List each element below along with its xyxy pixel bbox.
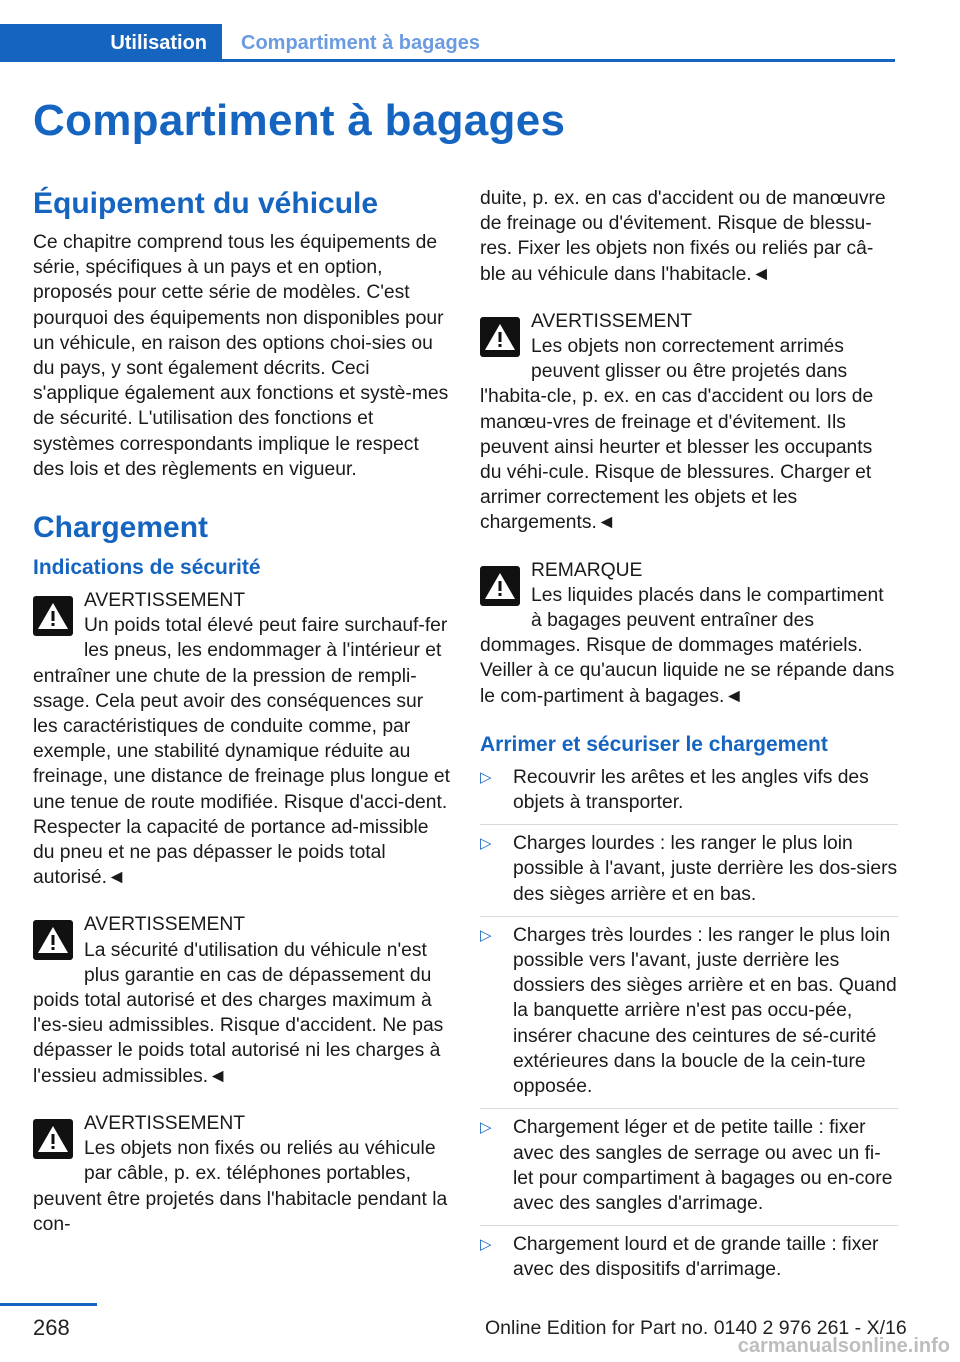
bullet-triangle-icon: ▷ — [480, 1119, 492, 1137]
tab-compartiment[interactable]: Compartiment à bagages — [241, 31, 480, 54]
note-text: Les liquides placés dans le compartiment à bagages peuvent entraîner des dommages. Risque de dommages matériels. Veiller à ce qu'aucun liquide ne se répande dans le com-partiment à bagages.◄ — [480, 584, 895, 707]
header-bar — [0, 24, 895, 62]
warning-block — [33, 912, 451, 1088]
warning-text: Les objets non correctement arrimés peuvent glisser ou être projetés dans l'habita-cle, p. ex. en cas d'accident ou lors de manœu-vres de freinage et d'évitement. Ils peuvent ainsi heurter et blesser les occupants du véhi-cule. Risque de blessures. Charger et arrimer correctement les objets et les chargements.◄ — [480, 336, 874, 534]
list-item: ▷ Charges lourdes : les ranger le plus loin possible à l'avant, juste derrière les dos-siers des sièges arrière et en bas. — [480, 831, 898, 917]
warning-block — [33, 1111, 451, 1237]
warning-triangle-icon — [33, 596, 73, 636]
list-item: ▷ Charges très lourdes : les ranger le plus loin possible vers l'avant, juste derrière les dossiers des sièges arrière et en bas. Quand la banquette arrière n'est pas occu-pée, insérer chacune des ceintures de sé-curité extérieures dans la boucle de la cein-ture opposée. — [480, 923, 898, 1109]
heading-safety: Indications de sécurité — [33, 556, 261, 580]
warning-triangle-icon — [480, 566, 520, 606]
bullet-triangle-icon: ▷ — [480, 835, 492, 853]
heading-secure-loading: Arrimer et sécuriser le chargement — [480, 732, 828, 756]
warning-label: AVERTISSEMENT — [84, 914, 246, 936]
warning-triangle-icon — [33, 1119, 73, 1159]
warning-text: La sécurité d'utilisation du véhicule n'est plus garantie en cas de dépassement du poids total autorisé et des charges maximum à l'es-sieu admissibles. Risque d'accident. Ne pas dépasser le poids total autorisé ni les charges à l'essieu admissibles.◄ — [33, 939, 444, 1087]
page-number-bar — [0, 1303, 97, 1306]
warning-block — [33, 588, 451, 890]
warning-label: AVERTISSEMENT — [531, 310, 693, 332]
bullet-triangle-icon: ▷ — [480, 1236, 492, 1254]
page-number: 268 — [33, 1315, 70, 1340]
left-column — [33, 186, 451, 1259]
heading-equipment: Équipement du véhicule — [33, 187, 379, 220]
right-column — [480, 186, 898, 1298]
watermark: carmanualsonline.info — [737, 1335, 950, 1357]
paragraph-equipment: Ce chapitre comprend tous les équipements de série, spécifiques à un pays et en option, proposés pour cette série de modèles. C'est pourquoi des équipements non disponibles pour un véhicule, en raison des options choi-sies ou du pays, y sont également décrits. Ceci s'applique également aux fonctions et systè-mes de sécurité. L'utilisation des fonctions et systèmes correspondants implique le respect des lois et des règlements en vigueur. — [33, 232, 449, 480]
list-item: ▷ Chargement léger et de petite taille : fixer avec des sangles de serrage ou avec un fi-let pour compartiment à bagages ou en-core avec des sangles d'arrimage. — [480, 1115, 898, 1226]
warning-label: AVERTISSEMENT — [84, 590, 246, 612]
header-divider — [222, 59, 895, 62]
list-item: ▷ Recouvrir les arêtes et les angles vifs des objets à transporter. — [480, 765, 898, 825]
warning-block — [480, 309, 898, 536]
warning-text: Un poids total élevé peut faire surchauf-fer les pneus, les endommager à l'intérieur et entraîner une chute de la pression de rempli-ssage. Cela peut avoir des conséquences sur les caractéristiques de conduite comme, par exemple, une stabilité dynamique réduite au freinage, une distance de freinage plus longue et une tenue de route modifiée. Risque d'acci-dent. Respecter la capacité de portance ad-missible du pneu et ne pas dépasser le poids total autorisé.◄ — [33, 615, 450, 889]
note-label: REMARQUE — [531, 559, 643, 581]
warning-text-continued: duite, p. ex. en cas d'accident ou de manœuvre de freinage ou d'évitement. Risque de blessu-res. Fixer les objets non fixés ou reliés par câ-ble au véhicule dans l'habitacle.◄ — [480, 188, 886, 285]
edition-footer: Online Edition for Part no. 0140 2 976 261 - X/16 — [485, 1317, 907, 1339]
warning-label: AVERTISSEMENT — [84, 1112, 246, 1134]
warning-triangle-icon — [33, 920, 73, 960]
warning-text: Les objets non fixés ou reliés au véhicule par câble, p. ex. téléphones portables, peuvent être projetés dans l'habitacle pendant la con- — [33, 1138, 448, 1235]
secure-loading-list — [480, 765, 898, 1292]
bullet-triangle-icon: ▷ — [480, 768, 492, 786]
heading-loading: Chargement — [33, 511, 209, 545]
warning-triangle-icon — [480, 317, 520, 357]
note-block — [480, 558, 898, 709]
bullet-triangle-icon: ▷ — [480, 926, 492, 944]
page-title: Compartiment à bagages — [33, 96, 566, 145]
list-item: ▷ Chargement lourd et de grande taille : fixer avec des dispositifs d'arrimage. — [480, 1234, 879, 1281]
tab-utilisation[interactable]: Utilisation — [0, 24, 222, 62]
